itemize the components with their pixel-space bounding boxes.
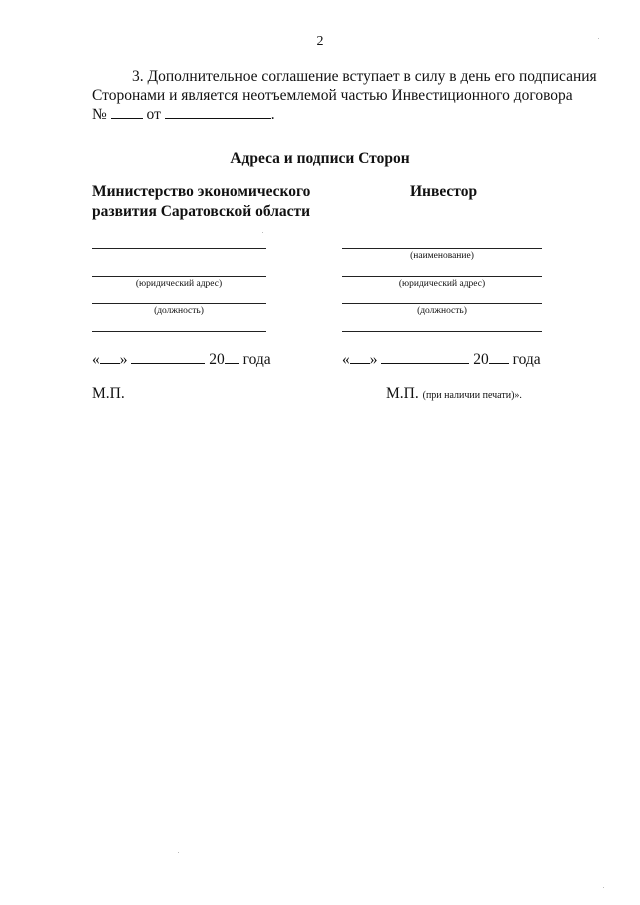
right-date-close-quote: » [369, 351, 378, 368]
left-year-word: года [242, 351, 271, 368]
number-sign: № [92, 106, 107, 123]
clause-paragraph [92, 67, 597, 124]
right-stamp-label: М.П. [386, 385, 419, 402]
contract-number-blank [111, 105, 143, 119]
right-stamp-end: ». [514, 390, 522, 401]
right-signature-line-2 [342, 276, 542, 277]
scan-speck [262, 232, 263, 233]
clause-line-3 [92, 105, 549, 124]
left-signature-line-4 [92, 331, 266, 332]
left-year-blank [225, 349, 239, 364]
clause-end-period: . [270, 106, 275, 123]
left-year-prefix: 20 [209, 351, 225, 368]
contract-date-blank [165, 105, 271, 119]
page-number: 2 [316, 34, 324, 49]
right-signature-line-1 [342, 248, 542, 249]
right-day-blank [350, 349, 370, 364]
scan-speck [603, 887, 604, 888]
right-year-blank [489, 349, 509, 364]
left-stamp: М.П. [92, 385, 125, 402]
right-date-open-quote: « [342, 351, 350, 368]
right-caption-position: (должность) [417, 306, 467, 316]
left-date-open-quote: « [92, 351, 100, 368]
left-caption-position: (должность) [154, 306, 204, 316]
right-caption-address: (юридический адрес) [398, 279, 486, 289]
left-signature-line-1 [92, 248, 266, 249]
ministry-title-line-2: развития Саратовской области [92, 203, 311, 220]
ministry-title [92, 182, 352, 222]
ministry-title-line-1: Министерство экономического [92, 183, 311, 200]
left-day-blank [100, 349, 120, 364]
right-stamp-note: (при наличии печати) [422, 390, 515, 401]
scan-speck [178, 852, 179, 853]
left-date-close-quote: » [119, 351, 128, 368]
right-stamp [386, 385, 522, 403]
left-date-line [92, 349, 271, 369]
right-caption-name: (наименование) [410, 251, 474, 261]
right-month-blank [381, 349, 469, 364]
section-title: Адреса и подписи Сторон [230, 150, 410, 167]
investor-title: Инвестор [410, 183, 478, 200]
from-word: от [146, 106, 161, 123]
left-signature-line-3 [92, 303, 266, 304]
right-signature-line-4 [342, 331, 542, 332]
right-year-prefix: 20 [473, 351, 489, 368]
right-date-line [342, 349, 541, 369]
scan-speck [598, 38, 599, 39]
left-signature-line-2 [92, 276, 266, 277]
right-signature-line-3 [342, 303, 542, 304]
clause-line-2: Сторонами и является неотъемлемой частью Инвестиционного договора [92, 87, 573, 104]
clause-line-1: 3. Дополнительное соглашение вступает в силу в день его подписания [132, 68, 597, 85]
left-caption-address: (юридический адрес) [135, 279, 223, 289]
left-month-blank [131, 349, 205, 364]
right-year-word: года [512, 351, 541, 368]
